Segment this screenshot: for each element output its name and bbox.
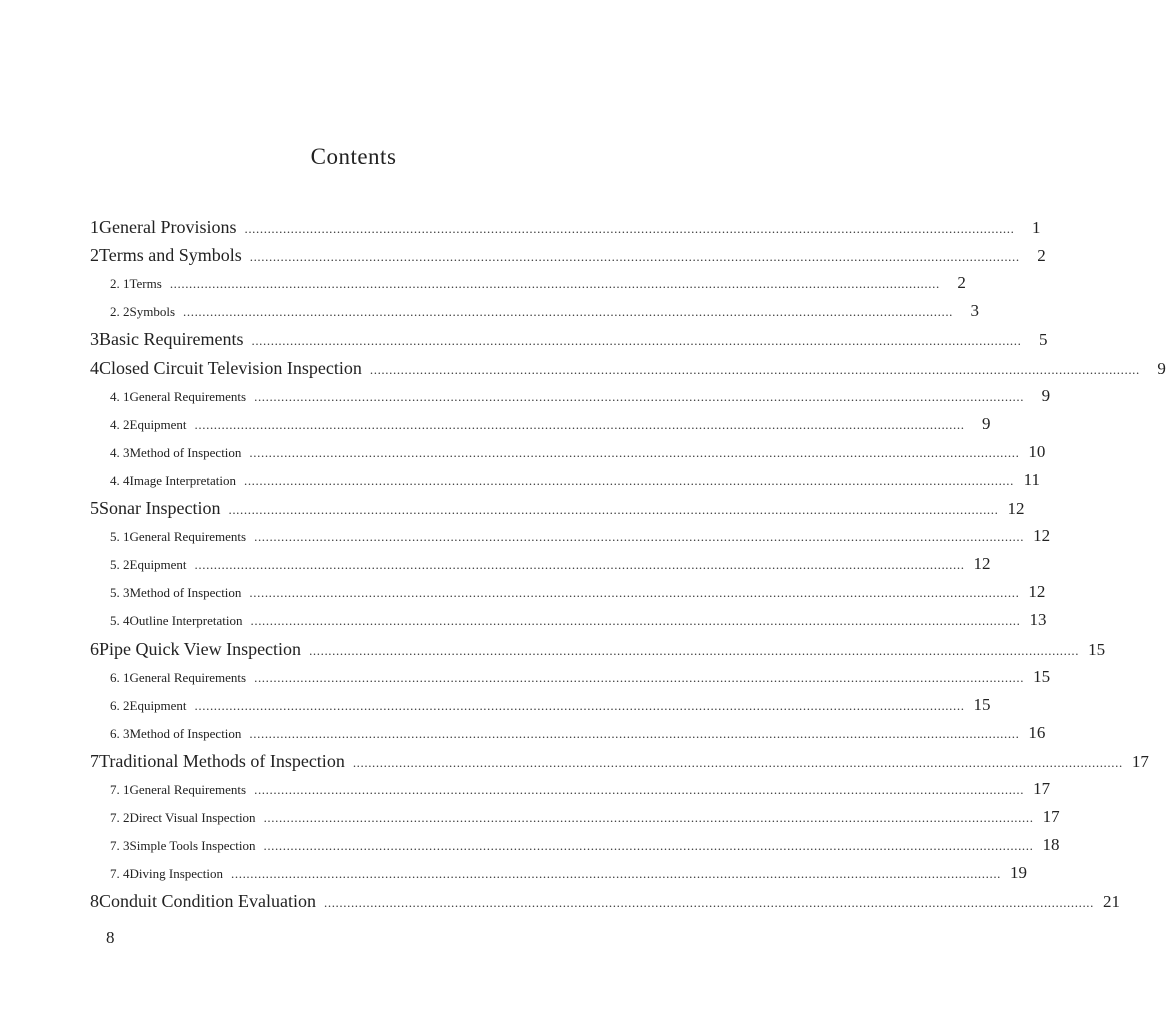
toc-chapter-entry[interactable] xyxy=(90,638,1106,663)
toc-entry-title: Traditional Methods of Inspection xyxy=(99,750,345,771)
toc-section-entry[interactable] xyxy=(110,413,991,438)
dot-leader: ........................................................................................................................................................................................................ xyxy=(249,585,1020,601)
toc-chapter-entry[interactable] xyxy=(90,357,1166,382)
dot-leader: ........................................................................................................................................................................................................ xyxy=(228,502,999,517)
toc-entry-title: Terms xyxy=(129,276,162,292)
toc-entry-title: Sonar Inspection xyxy=(99,498,221,518)
toc-entry-title: General Requirements xyxy=(129,782,247,797)
toc-entry-page: 17 xyxy=(1131,751,1149,771)
dot-leader: ........................................................................................................................................................................................................ xyxy=(254,782,1025,797)
dot-leader: ........................................................................................................................................................................................................ xyxy=(249,249,1020,265)
toc-entry-page: 19 xyxy=(1010,863,1028,883)
toc-entry-number: 5. 3 xyxy=(110,585,130,601)
toc-entry-title: General Requirements xyxy=(129,669,247,685)
dot-leader: ........................................................................................................................................................................................................ xyxy=(369,361,1140,377)
toc-entry-title: Equipment xyxy=(129,416,187,432)
dot-leader: ........................................................................................................................................................................................................ xyxy=(231,866,1002,882)
toc-entry-page: 21 xyxy=(1103,892,1120,912)
toc-entry-page: 5 xyxy=(1038,330,1048,350)
toc-entry-page: 2 xyxy=(957,273,966,293)
dot-leader: ........................................................................................................................................................................................................ xyxy=(194,416,965,432)
dot-leader: ........................................................................................................................................................................................................ xyxy=(254,388,1025,404)
dot-leader: ........................................................................................................................................................................................................ xyxy=(251,333,1022,349)
toc-entry-number: 6. 1 xyxy=(110,669,130,685)
toc-section-entry[interactable] xyxy=(110,694,991,719)
toc-section-entry[interactable] xyxy=(110,610,1047,634)
toc-entry-title: Outline Interpretation xyxy=(129,613,243,629)
toc-section-entry[interactable] xyxy=(110,554,991,578)
toc-entry-title: Equipment xyxy=(129,697,187,713)
toc-entry-page: 15 xyxy=(973,694,991,714)
dot-leader: ........................................................................................................................................................................................................ xyxy=(243,472,1014,488)
toc-entry-page: 3 xyxy=(970,301,980,321)
dot-leader: ........................................................................................................................................................................................................ xyxy=(183,304,954,320)
toc-section-entry[interactable] xyxy=(110,582,1046,606)
dot-leader: ........................................................................................................................................................................................................ xyxy=(309,642,1080,658)
toc-entry-number: 3 xyxy=(90,329,99,350)
toc-chapter-entry[interactable] xyxy=(90,498,1025,522)
toc-entry-number: 7. 1 xyxy=(110,782,130,797)
dot-leader: ........................................................................................................................................................................................................ xyxy=(352,754,1123,770)
toc-entry-number: 6. 3 xyxy=(110,725,130,741)
toc-entry-page: 18 xyxy=(1042,835,1060,855)
toc-entry-page: 9 xyxy=(982,413,991,433)
toc-entry-title: Diving Inspection xyxy=(129,866,224,882)
dot-leader: ........................................................................................................................................................................................................ xyxy=(169,276,940,292)
toc-entry-number: 7. 2 xyxy=(110,810,130,826)
toc-entry-page: 12 xyxy=(1007,499,1025,518)
toc-section-entry[interactable] xyxy=(110,722,1046,747)
toc-entry-title: Symbols xyxy=(129,304,176,320)
toc-entry-number: 5. 1 xyxy=(110,529,130,545)
toc-entry-title: Image Interpretation xyxy=(129,472,236,488)
toc-entry-title: Method of Inspection xyxy=(129,725,242,741)
toc-entry-title: Direct Visual Inspection xyxy=(129,810,256,826)
dot-leader: ........................................................................................................................................................................................................ xyxy=(250,613,1021,629)
toc-entry-number: 2. 1 xyxy=(110,276,130,292)
dot-leader: ........................................................................................................................................................................................................ xyxy=(263,838,1034,854)
toc-entry-number: 4. 1 xyxy=(110,388,130,404)
toc-entry-page: 15 xyxy=(1033,666,1051,686)
dot-leader: ........................................................................................................................................................................................................ xyxy=(249,725,1020,741)
toc-section-entry[interactable] xyxy=(110,863,1028,887)
toc-entry-number: 5 xyxy=(90,498,99,518)
dot-leader: ........................................................................................................................................................................................................ xyxy=(263,810,1034,826)
toc-section-entry[interactable] xyxy=(110,441,1046,466)
dot-leader: ........................................................................................................................................................................................................ xyxy=(194,557,965,573)
toc-entry-title: General Provisions xyxy=(99,217,237,237)
toc-section-entry[interactable] xyxy=(110,807,1060,831)
toc-entry-page: 10 xyxy=(1028,441,1046,461)
toc-entry-number: 5. 2 xyxy=(110,557,130,573)
dot-leader: ........................................................................................................................................................................................................ xyxy=(254,529,1025,545)
toc-entry-title: General Requirements xyxy=(129,529,247,545)
toc-section-entry[interactable] xyxy=(110,273,966,297)
toc-section-entry[interactable] xyxy=(110,666,1051,691)
toc-entry-page: 12 xyxy=(1033,526,1051,546)
toc-entry-number: 6 xyxy=(90,638,99,659)
toc-entry-page: 15 xyxy=(1088,639,1106,659)
toc-entry-title: Terms and Symbols xyxy=(99,245,242,266)
dot-leader: ........................................................................................................................................................................................................ xyxy=(249,444,1020,460)
toc-entry-number: 2 xyxy=(90,245,99,266)
toc-entry-number: 4 xyxy=(90,357,99,378)
toc-entry-number: 4. 2 xyxy=(110,416,130,432)
toc-entry-page: 13 xyxy=(1029,610,1047,630)
toc-entry-number: 5. 4 xyxy=(110,613,130,629)
toc-entry-number: 8 xyxy=(90,891,99,912)
toc-entry-title: Conduit Condition Evaluation xyxy=(99,891,316,912)
toc-entry-number: 2. 2 xyxy=(110,304,130,320)
toc-section-entry[interactable] xyxy=(110,385,1051,410)
toc-entry-title: Pipe Quick View Inspection xyxy=(99,638,302,659)
toc-entry-number: 4. 3 xyxy=(110,444,130,460)
toc-entry-page: 2 xyxy=(1037,246,1046,266)
toc-entry-number: 7 xyxy=(90,750,99,771)
toc-entry-title: General Requirements xyxy=(129,388,247,404)
toc-entry-title: Method of Inspection xyxy=(129,585,242,601)
toc-entry-number: 1 xyxy=(90,217,99,237)
toc-entry-number: 4. 4 xyxy=(110,472,130,488)
toc-section-entry[interactable] xyxy=(110,526,1051,550)
dot-leader: ........................................................................................................................................................................................................ xyxy=(324,895,1094,911)
toc-entry-page: 12 xyxy=(973,554,991,574)
toc-section-entry[interactable] xyxy=(110,835,1060,859)
toc-entry-number: 7. 4 xyxy=(110,866,130,882)
toc-entry-title: Basic Requirements xyxy=(99,329,244,350)
toc-entry-page: 9 xyxy=(1041,385,1051,405)
toc-entry-page: 17 xyxy=(1033,779,1051,798)
page-title: Contents xyxy=(310,144,397,169)
toc-entry-page: 11 xyxy=(1023,469,1040,489)
toc-entry-page: 1 xyxy=(1031,218,1041,237)
toc-chapter-entry[interactable] xyxy=(90,329,1048,353)
toc-entry-page: 16 xyxy=(1028,722,1046,742)
toc-entry-number: 7. 3 xyxy=(110,838,130,854)
toc-entry-title: Equipment xyxy=(129,557,187,573)
toc-chapter-entry[interactable] xyxy=(90,217,1041,241)
toc-entry-page: 17 xyxy=(1042,807,1060,827)
toc-section-entry[interactable] xyxy=(110,469,1040,494)
page-number: 8 xyxy=(106,928,115,947)
dot-leader: ........................................................................................................................................................................................................ xyxy=(244,221,1015,236)
toc-entry-number: 6. 2 xyxy=(110,697,130,713)
toc-entry-page: 9 xyxy=(1157,358,1166,378)
toc-entry-page: 12 xyxy=(1028,582,1046,602)
toc-entry-title: Simple Tools Inspection xyxy=(129,838,256,854)
toc-chapter-entry[interactable] xyxy=(90,750,1149,775)
toc-entry-title: Closed Circuit Television Inspection xyxy=(99,357,362,378)
toc-section-entry[interactable] xyxy=(110,301,980,325)
dot-leader: ........................................................................................................................................................................................................ xyxy=(194,697,965,713)
toc-chapter-entry[interactable] xyxy=(90,891,1120,915)
toc-section-entry[interactable] xyxy=(110,779,1051,803)
dot-leader: ........................................................................................................................................................................................................ xyxy=(254,669,1025,685)
toc-entry-title: Method of Inspection xyxy=(129,444,242,460)
toc-chapter-entry[interactable] xyxy=(90,245,1046,269)
